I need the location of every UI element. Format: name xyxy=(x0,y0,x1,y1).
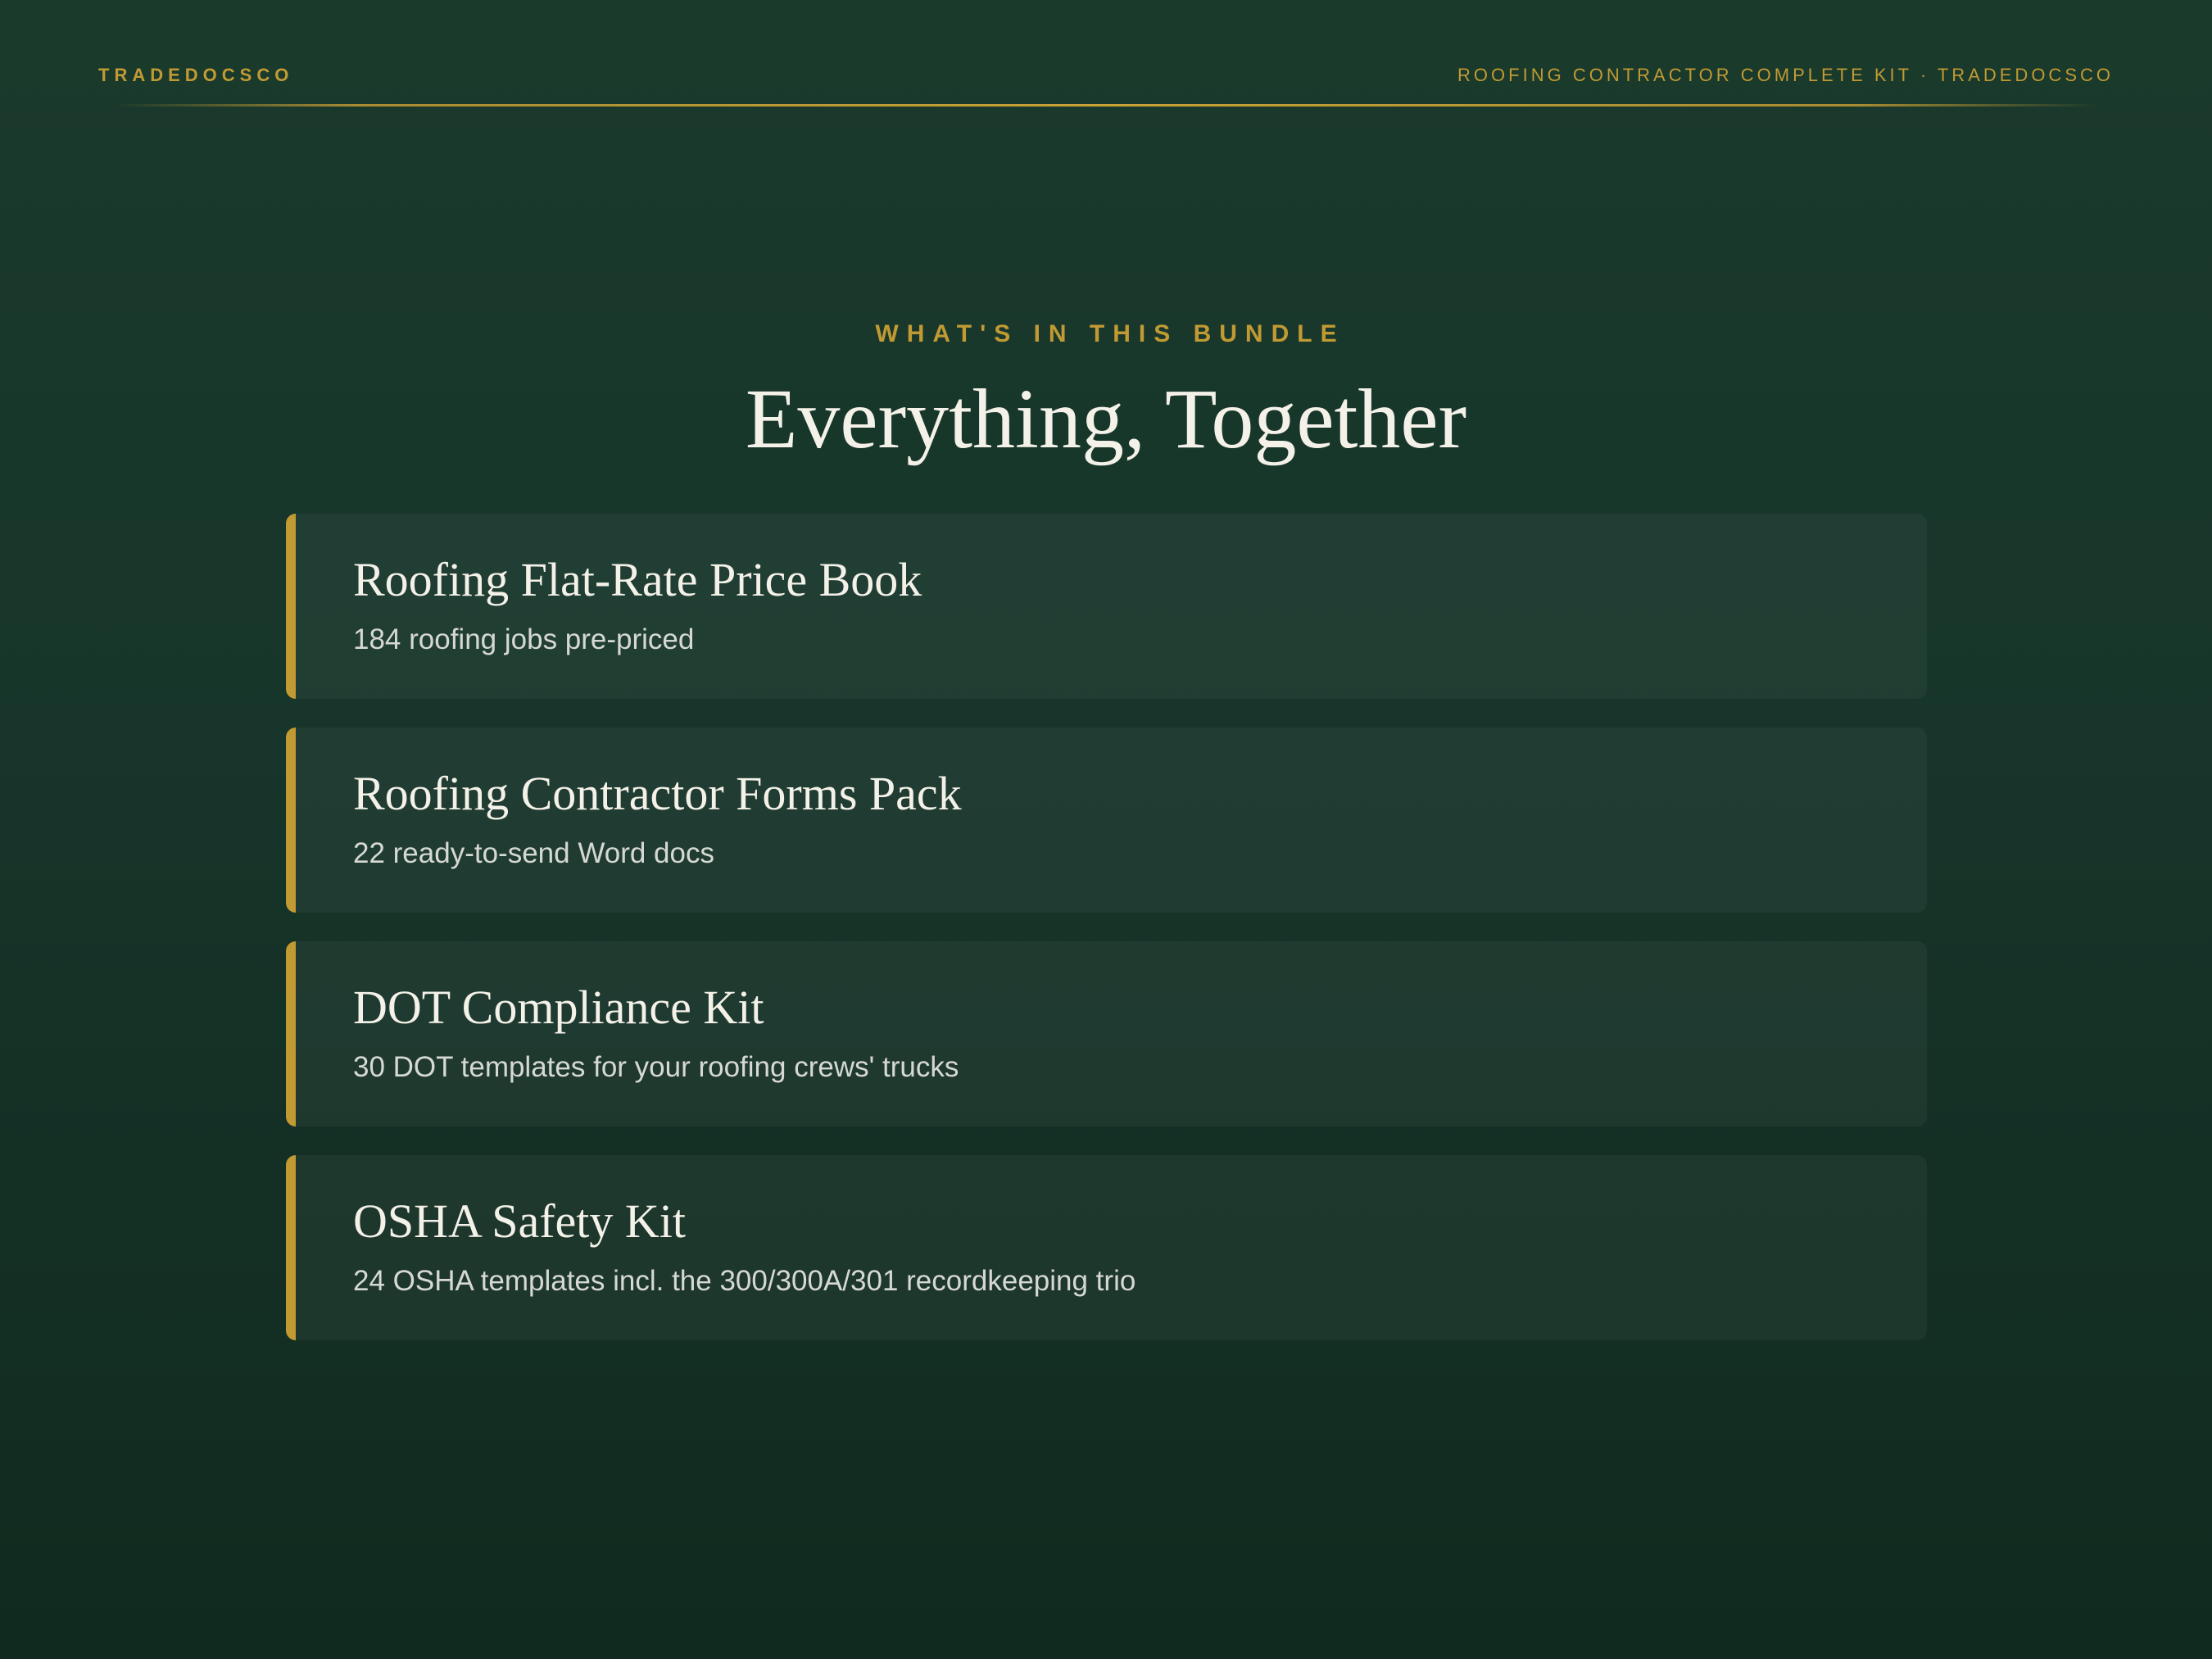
page-title: Everything, Together xyxy=(745,372,1467,466)
bundle-item-title: DOT Compliance Kit xyxy=(353,981,764,1034)
bundle-item-description: 24 OSHA templates incl. the 300/300A/301 recordkeeping trio xyxy=(353,1265,1136,1297)
bundle-item-dot-kit xyxy=(286,941,1927,1126)
bundle-item-list xyxy=(286,514,1927,1369)
kit-label: ROOFING CONTRACTOR COMPLETE KIT · TRADEDOCSCO xyxy=(1457,65,2114,85)
bundle-item-price-book xyxy=(286,514,1927,699)
bundle-item-description: 184 roofing jobs pre-priced xyxy=(353,623,695,655)
bundle-item-osha-kit xyxy=(286,1155,1927,1340)
bundle-item-title: Roofing Contractor Forms Pack xyxy=(353,767,962,820)
bundle-item-title: Roofing Flat-Rate Price Book xyxy=(353,553,922,606)
bundle-item-forms-pack xyxy=(286,728,1927,913)
section-eyebrow: WHAT'S IN THIS BUNDLE xyxy=(875,320,1345,347)
brand-wordmark: TRADEDOCSCO xyxy=(98,65,294,85)
bundle-item-title: OSHA Safety Kit xyxy=(353,1194,686,1248)
bundle-item-description: 22 ready-to-send Word docs xyxy=(353,837,714,869)
header-divider xyxy=(115,104,2097,107)
bundle-item-description: 30 DOT templates for your roofing crews' trucks xyxy=(353,1051,959,1083)
